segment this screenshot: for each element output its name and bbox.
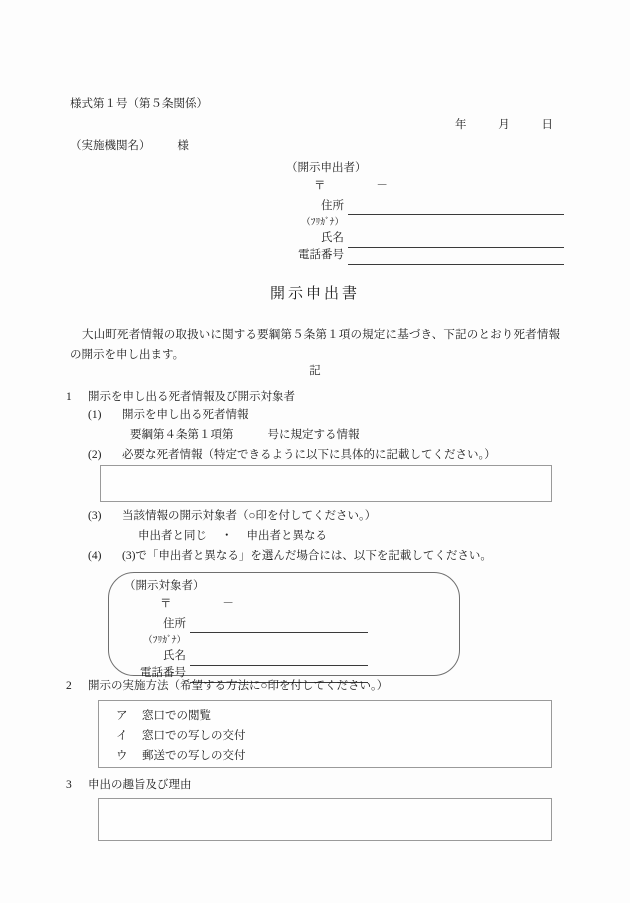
target-furigana-label: （ﾌﾘｶﾞﾅ） — [143, 635, 186, 646]
section-3-label: 申出の趣旨及び理由 — [88, 779, 192, 791]
agency-addressee — [70, 138, 189, 156]
applicant-furigana-label: （ﾌﾘｶﾞﾅ） — [301, 217, 344, 228]
choice-marker-i: イ — [116, 730, 128, 742]
date-day-label: 日 — [541, 119, 553, 131]
section-1-item-4 — [88, 548, 492, 566]
choice-row[interactable] — [116, 726, 246, 746]
item-3-label: 当該情報の開示対象者（○印を付してください。） — [122, 510, 377, 522]
purpose-and-reason-textbox[interactable] — [98, 798, 552, 841]
applicant-name-row — [286, 230, 564, 247]
target-postal-row — [160, 596, 368, 614]
item-2-label: 必要な死者情報（特定できるように以下に具体的に記載してください。） — [122, 449, 496, 461]
target-address-input[interactable] — [190, 616, 368, 633]
applicant-address-row — [286, 198, 564, 215]
disclosure-method-choices — [116, 706, 246, 766]
section-1-item-1-detail — [130, 427, 360, 445]
choice-label-a: 窓口での閲覧 — [142, 710, 211, 722]
applicant-address-label: 住所 — [321, 199, 344, 212]
applicant-phone-row — [286, 247, 564, 264]
target-name-row — [124, 648, 368, 665]
form-number: 様式第１号（第５条関係） — [70, 98, 208, 110]
article-reference-suffix: 号に規定する情報 — [267, 429, 360, 441]
section-1-label: 開示を申し出る死者情報及び開示対象者 — [88, 391, 295, 403]
item-4-label: (3)で「申出者と異なる」を選んだ場合には、以下を記載してください。 — [122, 550, 492, 562]
applicant-block — [286, 160, 564, 265]
section-1-item-1 — [88, 407, 249, 425]
section-2-heading — [66, 678, 388, 696]
ki-marker: 記 — [309, 365, 321, 377]
choice-marker-a: ア — [116, 710, 128, 722]
option-separator: ・ — [221, 530, 233, 542]
choice-row[interactable] — [116, 746, 246, 766]
applicant-postal-row — [314, 178, 564, 196]
target-fields — [124, 616, 368, 683]
section-1-number: 1 — [66, 391, 72, 403]
section-2-label: 開示の実施方法（希望する方法に○印を付してください。） — [88, 680, 389, 692]
section-1-heading — [66, 389, 295, 407]
target-phone-label: 電話番号 — [140, 667, 186, 680]
date-line — [455, 117, 553, 135]
postal-mark-icon: 〒 — [160, 597, 172, 610]
applicant-fields — [286, 198, 564, 265]
page-title: 開示申出書 — [269, 286, 360, 302]
section-2-number: 2 — [66, 680, 72, 692]
target-furigana-row — [124, 633, 368, 648]
postal-dash-icon: － — [222, 597, 234, 610]
applicant-furigana-row — [286, 215, 564, 230]
target-name-input[interactable] — [190, 648, 368, 665]
postal-mark-icon: 〒 — [314, 179, 326, 192]
target-address-label: 住所 — [163, 617, 186, 630]
item-2-marker: (2) — [88, 449, 102, 461]
applicant-name-input[interactable] — [348, 230, 564, 247]
applicant-phone-input[interactable] — [348, 247, 564, 264]
section-1-item-3 — [88, 508, 376, 526]
section-1-item-2 — [88, 447, 496, 465]
option-different-from-applicant[interactable]: 申出者と異なる — [246, 530, 327, 542]
disclosure-target-block — [124, 578, 368, 683]
target-heading: （開示対象者） — [124, 580, 205, 592]
deceased-info-textbox[interactable] — [100, 465, 552, 502]
agency-name-label[interactable]: （実施機関名） — [70, 140, 151, 152]
target-furigana-input[interactable] — [190, 633, 368, 648]
body-paragraph: 大山町死者情報の取扱いに関する要綱第５条第１項の規定に基づき、下記のとおり死者情報の開示を申し出ます。 — [70, 329, 560, 362]
applicant-heading: （開示申出者） — [286, 162, 367, 174]
target-name-label: 氏名 — [163, 649, 186, 662]
choice-label-u: 郵送での写しの交付 — [142, 750, 246, 762]
disclosure-target-options — [138, 528, 327, 546]
target-address-row — [124, 616, 368, 633]
applicant-furigana-input[interactable] — [348, 215, 564, 230]
section-3-heading — [66, 777, 192, 795]
choice-row[interactable] — [116, 706, 246, 726]
option-same-as-applicant[interactable]: 申出者と同じ — [138, 530, 207, 542]
agency-honorific: 様 — [177, 140, 189, 152]
item-1-label: 開示を申し出る死者情報 — [122, 409, 249, 421]
item-1-marker: (1) — [88, 409, 102, 421]
applicant-name-label: 氏名 — [321, 231, 344, 244]
choice-marker-u: ウ — [116, 750, 128, 762]
item-4-marker: (4) — [88, 550, 102, 562]
section-3-number: 3 — [66, 779, 72, 791]
date-year-label: 年 — [455, 119, 467, 131]
applicant-address-input[interactable] — [348, 198, 564, 215]
postal-dash-icon: － — [376, 179, 388, 192]
article-reference-prefix: 要綱第４条第１項第 — [130, 429, 234, 441]
choice-label-i: 窓口での写しの交付 — [142, 730, 246, 742]
applicant-phone-label: 電話番号 — [298, 249, 344, 262]
item-3-marker: (3) — [88, 510, 102, 522]
date-month-label: 月 — [498, 119, 510, 131]
